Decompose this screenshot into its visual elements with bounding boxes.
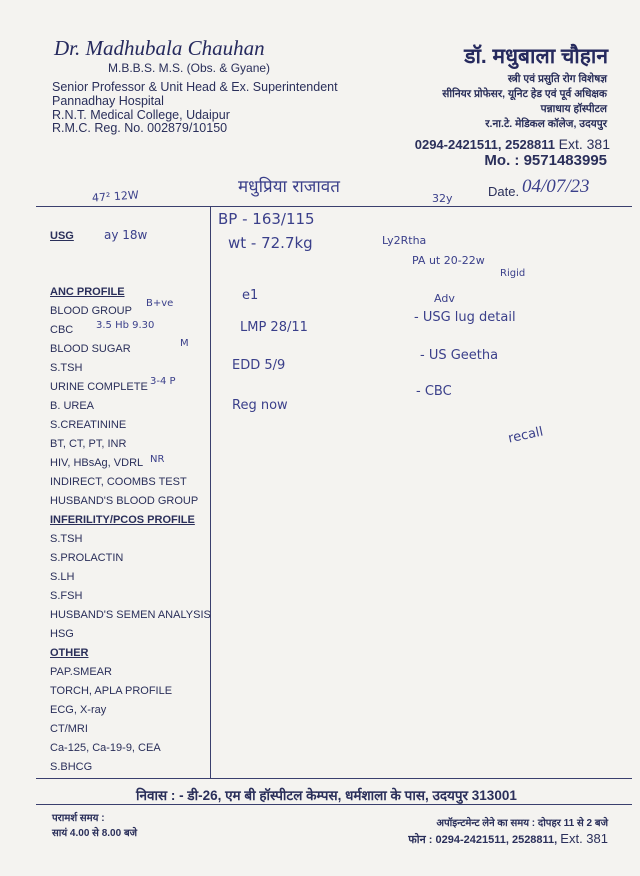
footer-divider-bottom (36, 804, 632, 805)
clinic-address: निवास : - डी-26, एम बी हॉस्पीटल केम्पस, धर्मशाला के पास, उदयपुर 313001 (136, 788, 517, 803)
handwritten-age: 32y (432, 192, 453, 205)
footer-phone-number: फोन : 0294-2421511, 2528811, (408, 834, 558, 846)
handwritten-urine: 3-4 P (150, 376, 176, 387)
handwritten-cbc-note: - CBC (416, 384, 452, 399)
credential-line-hindi: पन्नाधाय हॉस्पीटल (540, 103, 607, 115)
test-item: S.BHCG (50, 761, 93, 773)
handwritten-blood-group: B+ve (146, 298, 174, 309)
handwritten-top-left-note: 47² 12W (91, 188, 140, 205)
test-item: S.TSH (50, 362, 83, 374)
consultation-time: सायं 4.00 से 8.00 बजे (52, 828, 138, 839)
handwritten-e1: e1 (242, 288, 259, 303)
appointment-time: अपॉइन्टमेन्ट लेने का समय : दोपहर 11 से 2 बजे (436, 818, 608, 829)
test-item: BLOOD SUGAR (50, 343, 131, 355)
handwritten-sugar: M (180, 338, 189, 349)
test-item: PAP.SMEAR (50, 666, 112, 678)
credential-line-hindi: सीनियर प्रोफेसर, यूनिट हेड एवं पूर्व अधिक्षक (442, 88, 607, 100)
test-item: S.LH (50, 571, 75, 583)
footer-phone-ext: Ext. 381 (560, 831, 608, 846)
column-divider (210, 206, 211, 778)
credential-line: Senior Professor & Unit Head & Ex. Superintendent (52, 80, 338, 94)
credential-line: R.N.T. Medical College, Udaipur (52, 107, 230, 122)
test-item: Ca-125, Ca-19-9, CEA (50, 742, 161, 754)
handwritten-patient-name: मधुप्रिया राजावत (238, 177, 340, 197)
doctor-name-english: Dr. Madhubala Chauhan (54, 36, 265, 60)
credential-line: R.M.C. Reg. No. 002879/10150 (52, 121, 228, 136)
date-label: Date. (488, 184, 520, 199)
handwritten-adv: Adv (434, 292, 455, 305)
credential-line-hindi: स्त्री एवं प्रसुति रोग विशेषज्ञ (507, 73, 607, 85)
header-phone-number: 0294-2421511, 2528811 (414, 137, 555, 152)
test-item: BT, CT, PT, INR (50, 438, 127, 450)
test-item: ECG, X-ray (50, 704, 107, 716)
test-heading: ANC PROFILE (50, 286, 125, 298)
handwritten-edd: EDD 5/9 (232, 358, 286, 373)
test-item: CBC (50, 324, 74, 336)
consultation-time-label: परामर्श समय : (52, 813, 105, 824)
credential-line-hindi: र.ना.टे. मेडिकल कॉलेज, उदयपुर (485, 118, 607, 130)
handwritten-hiv: NR (150, 454, 165, 465)
test-item: INDIRECT, COOMBS TEST (50, 476, 187, 488)
test-item: HIV, HBsAg, VDRL (50, 457, 144, 469)
handwritten-us: - US Geetha (420, 348, 499, 363)
test-heading: OTHER (50, 647, 89, 659)
handwritten-cbc: 3.5 Hb 9.30 (96, 320, 155, 331)
test-item: HUSBAND'S SEMEN ANALYSIS (50, 609, 211, 621)
handwritten-right-note-2: PA ut 20-22w (412, 254, 485, 267)
test-item: S.PROLACTIN (50, 552, 124, 564)
test-item: HSG (50, 628, 74, 640)
test-item: S.FSH (50, 590, 83, 602)
test-item: TORCH, APLA PROFILE (50, 685, 173, 697)
test-item: S.TSH (50, 533, 83, 545)
handwritten-right-note-3: Rigid (500, 268, 526, 279)
test-item: CT/MRI (50, 723, 88, 735)
header-mobile: Mo. : 9571483995 (484, 152, 607, 169)
test-item: B. UREA (50, 400, 95, 412)
test-item: HUSBAND'S BLOOD GROUP (50, 495, 199, 507)
doctor-credentials-english (52, 81, 338, 136)
header-divider (36, 206, 632, 207)
doctor-degree: M.B.B.S. M.S. (Obs. & Gyane) (108, 61, 271, 75)
handwritten-usg-note: ay 18w (104, 228, 148, 242)
handwritten-bp: BP - 163/115 (218, 210, 315, 228)
footer-divider-top (36, 778, 632, 779)
test-heading: USG (50, 230, 74, 242)
test-item: URINE COMPLETE (50, 381, 148, 393)
handwritten-usg: - USG lug detail (414, 310, 516, 325)
handwritten-weight: wt - 72.7kg (228, 234, 313, 252)
credential-line: Pannadhay Hospital (52, 93, 164, 108)
test-heading: INFERILITY/PCOS PROFILE (50, 514, 195, 526)
header-phone-ext: Ext. 381 (558, 136, 610, 152)
test-item: BLOOD GROUP (50, 305, 132, 317)
handwritten-lmp: LMP 28/11 (240, 320, 308, 335)
header-phone (415, 136, 610, 152)
date-value: 04/07/23 (522, 176, 590, 197)
handwritten-right-note-1: Ly2Rtha (382, 234, 427, 247)
doctor-name-hindi: डॉ. मधुबाला चौहान (464, 45, 608, 68)
doctor-credentials-hindi (442, 72, 607, 132)
test-item: S.CREATININE (50, 419, 127, 431)
handwritten-reg: Reg now (232, 398, 288, 413)
footer-phone (408, 831, 608, 847)
handwritten-recall: recall (506, 424, 545, 447)
